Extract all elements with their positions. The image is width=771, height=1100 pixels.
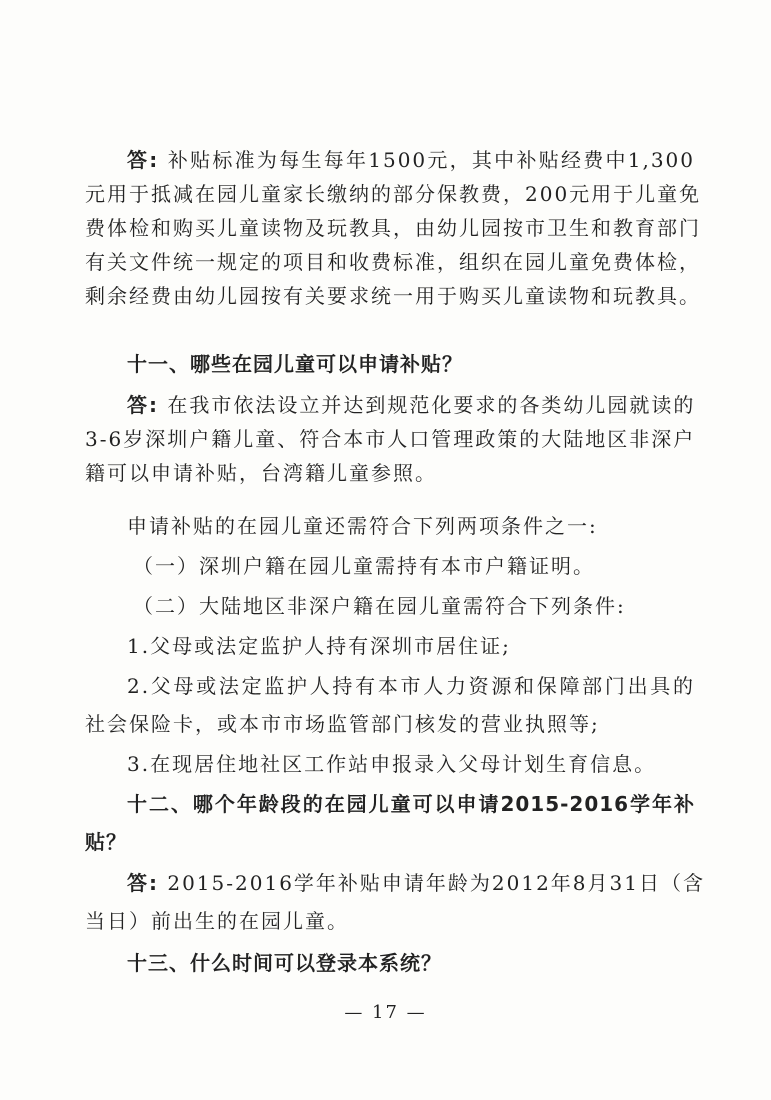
answer-10-line: 有关文件统一规定的项目和收费标准，组织在园儿童免费体检， xyxy=(85,250,701,274)
answer-10-line: 元用于抵减在园儿童家长缴纳的部分保教费，200元用于儿童免 xyxy=(85,182,702,206)
answer-10-line: 答: 补贴标准为每生每年1500元，其中补贴经费中1,300 xyxy=(127,148,696,172)
answer-label: 答: xyxy=(127,148,160,172)
answer-10-line: 剩余经费由幼儿园按有关要求统一用于购买儿童读物和玩教具。 xyxy=(85,284,701,308)
answer-12-line: 当日）前出生的在园儿童。 xyxy=(85,909,349,933)
question-13-heading: 十三、什么时间可以登录本系统？ xyxy=(127,951,442,975)
question-11 xyxy=(85,347,695,381)
question-12 xyxy=(85,787,695,859)
answer-12-line: 答: 2015-2016学年补贴申请年龄为2012年8月31日（含 xyxy=(127,871,705,895)
answer-10-line: 费体检和购买儿童读物及玩教具，由幼儿园按市卫生和教育部门 xyxy=(85,216,701,240)
answer-10 xyxy=(85,143,702,313)
condition-2: （二）大陆地区非深户籍在园儿童需符合下列条件: xyxy=(133,594,626,618)
condition-1: （一）深圳户籍在园儿童需持有本市户籍证明。 xyxy=(133,554,595,578)
answer-11-line: 答: 在我市依法设立并达到规范化要求的各类幼儿园就读的 xyxy=(127,393,696,417)
condition-item-1: 1.父母或法定监护人持有深圳市居住证; xyxy=(127,634,511,658)
condition-item-2-cont: 社会保险卡，或本市市场监管部门核发的营业执照等; xyxy=(85,712,600,736)
condition-item-3: 3.在现居住地社区工作站申报录入父母计划生育信息。 xyxy=(127,752,657,776)
answer-11-line: 籍可以申请补贴，台湾籍儿童参照。 xyxy=(85,461,437,485)
question-12-heading-cont: 贴？ xyxy=(85,830,127,854)
question-12-heading: 十二、哪个年龄段的在园儿童可以申请2015-2016学年补 xyxy=(127,792,695,816)
question-11-heading: 十一、哪些在园儿童可以申请补贴？ xyxy=(127,352,463,376)
answer-12 xyxy=(85,866,705,938)
conditions xyxy=(85,509,695,781)
answer-label: 答: xyxy=(127,871,159,895)
answer-11-line: 3-6岁深圳户籍儿童、符合本市人口管理政策的大陆地区非深户 xyxy=(85,427,696,451)
answer-label: 答: xyxy=(127,393,159,417)
answer-11 xyxy=(85,388,695,490)
page-number: — 17 — xyxy=(344,1002,427,1023)
question-13 xyxy=(85,946,695,980)
condition-item-2: 2.父母或法定监护人持有本市人力资源和保障部门出具的 xyxy=(127,674,695,698)
conditions-intro: 申请补贴的在园儿童还需符合下列两项条件之一: xyxy=(127,514,598,538)
